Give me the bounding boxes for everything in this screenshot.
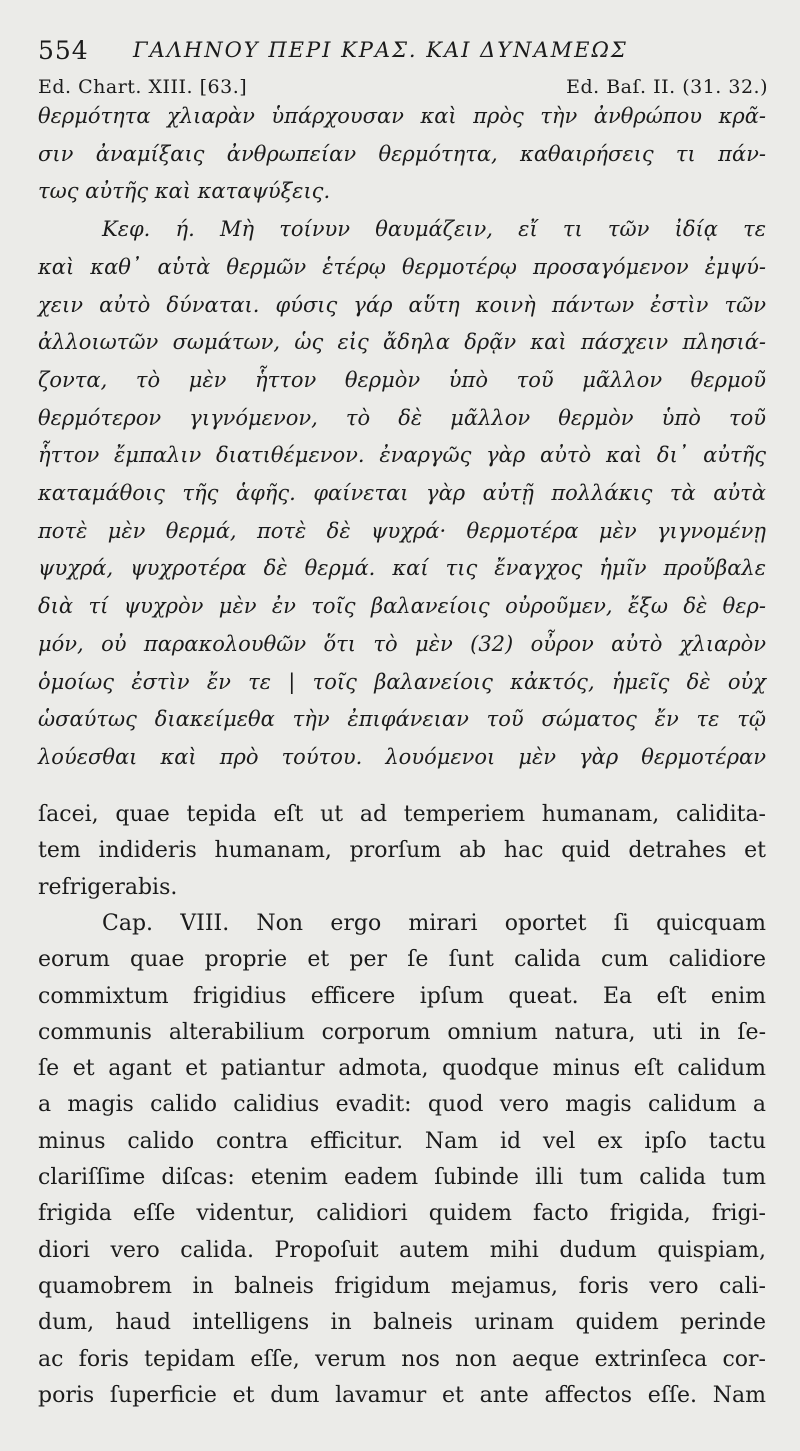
greek-line: ὁμοίως ἐστὶν ἔν τε | τοῖς βαλανείοις κἀκτός, ἡμεῖς δὲ οὐχ bbox=[38, 669, 766, 694]
edition-references bbox=[38, 76, 768, 102]
latin-line: quamobrem in balneis frigidum mejamus, foris vero cali- bbox=[38, 1273, 766, 1299]
greek-line: λούεσθαι καὶ πρὸ τούτου. λουόμενοι μὲν γὰρ θερμοτέραν bbox=[38, 744, 766, 769]
edition-ref-basel: Ed. Baſ. II. (31. 32.) bbox=[566, 76, 768, 98]
latin-line: tem indideris humanam, prorſum ab hac quid detrahes et bbox=[38, 838, 766, 864]
greek-line: θερμότητα χλιαρὰν ὑπάρχουσαν καὶ πρὸς τὴν ἀνθρώπου κρᾶ- bbox=[38, 104, 766, 128]
greek-line: ποτὲ μὲν θερμά, ποτὲ δὲ ψυχρά· θερμοτέρα μὲν γιγνομένῃ bbox=[38, 518, 766, 543]
latin-line: minus calido contra efficitur. Nam id vel ex ipſo tactu bbox=[38, 1128, 766, 1154]
page-number: 554 bbox=[38, 36, 89, 65]
greek-line: καὶ καθ᾽ αὑτὰ θερμῶν ἑτέρῳ θερμοτέρῳ προσαγόμενον ἐμψύ- bbox=[38, 254, 766, 279]
greek-line: ψυχρά, ψυχροτέρα δὲ θερμά. καί τις ἔναγχος ἡμῖν προὔβαλε bbox=[38, 556, 766, 581]
greek-chapter-heading-line: Κεφ. ή. Μὴ τοίνυν θαυμάζειν, εἴ τι τῶν ἰδίᾳ τε bbox=[102, 217, 766, 242]
greek-line: τως αὐτῆς καὶ καταψύξεις. bbox=[38, 179, 331, 204]
latin-line: eorum quae proprie et per ſe ſunt calida cum calidiore bbox=[38, 947, 766, 973]
greek-line: διὰ τί ψυχρὸν μὲν ἐν τοῖς βαλανείοις οὐροῦμεν, ἔξω δὲ θερ- bbox=[38, 594, 766, 619]
latin-line: dum, haud intelligens in balneis urinam quidem perinde bbox=[38, 1310, 766, 1336]
latin-line: communis alterabilium corporum omnium natura, uti in ſe- bbox=[38, 1019, 766, 1045]
latin-line: ſe et agant et patiantur admota, quodque minus eſt calidum bbox=[38, 1056, 766, 1082]
latin-line: poris ſuperficie et dum lavamur et ante affectos eſſe. Nam bbox=[38, 1382, 766, 1408]
latin-line: ſacei, quae tepida eſt ut ad temperiem humanam, calidita- bbox=[38, 802, 766, 827]
latin-line: diori vero calida. Propoſuit autem mihi dudum quispiam, bbox=[38, 1237, 766, 1263]
latin-line: frigida eſſe videntur, calidiori quidem facto frigida, frigi- bbox=[38, 1201, 766, 1227]
latin-line: commixtum frigidius efficere ipſum queat. Ea eſt enim bbox=[38, 983, 766, 1009]
greek-line: σιν ἀναμίξαις ἀνθρωπείαν θερμότητα, καθαιρήσεις τι πάν- bbox=[38, 141, 766, 166]
greek-line: ζοντα, τὸ μὲν ἧττον θερμὸν ὑπὸ τοῦ μᾶλλον θερμοῦ bbox=[38, 367, 766, 392]
greek-line: χειν αὐτὸ δύναται. φύσις γάρ αὕτη κοινὴ πάντων ἐστὶν τῶν bbox=[38, 292, 766, 317]
latin-line: ac foris tepidam eſſe, verum nos non aeque extrinſeca cor- bbox=[38, 1346, 766, 1372]
greek-line: μόν, οὐ παρακολουθῶν ὅτι τὸ μὲν (32) οὖρον αὐτὸ χλιαρὸν bbox=[38, 631, 766, 656]
latin-line: refrigerabis. bbox=[38, 874, 178, 900]
edition-ref-chartier: Ed. Chart. XIII. [63.] bbox=[38, 76, 248, 98]
page-header bbox=[38, 36, 678, 70]
greek-line: θερμότερον γιγνόμενον, τὸ δὲ μᾶλλον θερμὸν ὑπὸ τοῦ bbox=[38, 405, 766, 430]
latin-line: a magis calido calidius evadit: quod vero magis calidum a bbox=[38, 1092, 766, 1118]
greek-line: καταμάθοις τῆς ἁφῆς. φαίνεται γὰρ αὐτῇ πολλάκις τὰ αὐτὰ bbox=[38, 481, 766, 505]
running-title: ΓΑΛΗΝΟΥ ΠΕΡΙ ΚΡΑΣ. ΚΑΙ ΔΥΝΑΜΕΩΣ bbox=[133, 38, 628, 62]
greek-line: ἀλλοιωτῶν σωμάτων, ὡς εἰς ἄδηλα δρᾷν καὶ πάσχειν πλησιά- bbox=[38, 330, 766, 355]
greek-line: ἧττον ἔμπαλιν διατιθέμενον. ἐναργῶς γὰρ αὐτὸ καὶ δι᾽ αὐτῆς bbox=[38, 443, 766, 468]
latin-chapter-heading-line: Cap. VIII. Non ergo mirari oportet ſi quicquam bbox=[102, 910, 766, 936]
latin-line: clariſſime diſcas: etenim eadem ſubinde illi tum calida tum bbox=[38, 1165, 766, 1190]
greek-line: ὡσαύτως διακείμεθα τὴν ἐπιφάνειαν τοῦ σώματος ἔν τε τῷ bbox=[38, 707, 766, 732]
